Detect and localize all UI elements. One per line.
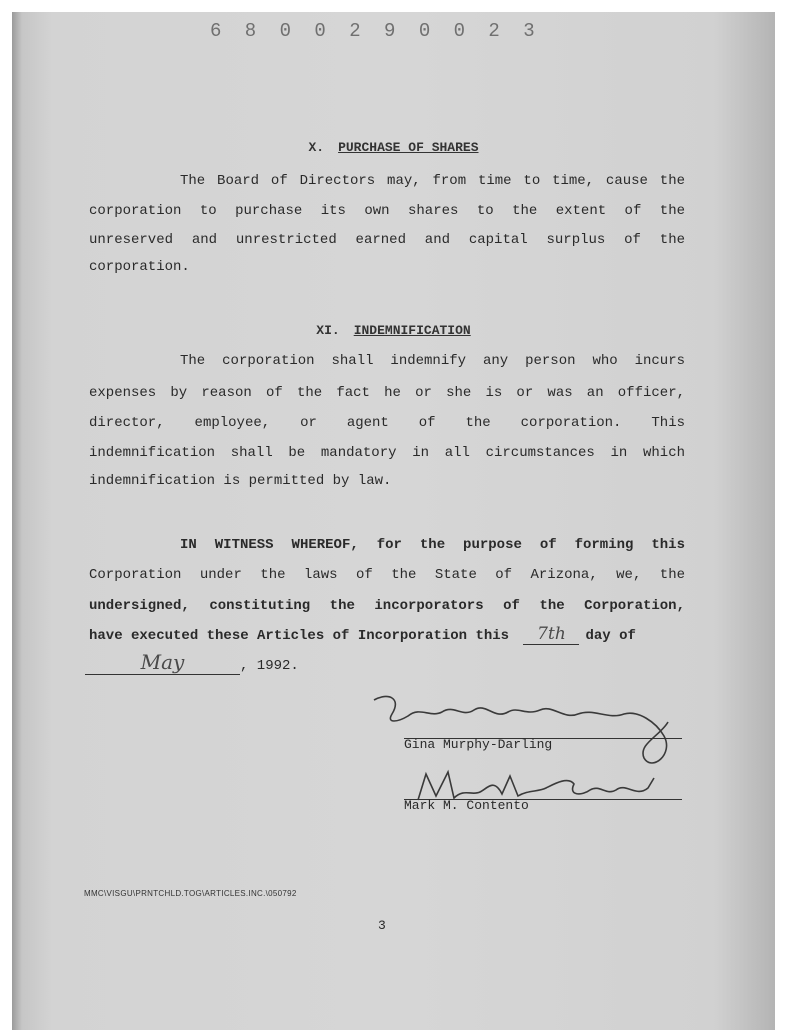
scanned-page [12,12,775,1030]
witness-line: undersigned, constituting the incorporators of the Corporation, [89,598,685,614]
section-title: PURCHASE OF SHARES [338,140,479,155]
paragraph-line: indemnification shall be mandatory in all circumstances in which [89,445,685,461]
paragraph-line: corporation. [89,259,190,275]
section-heading-purchase-of-shares [12,140,775,155]
paragraph-line: indemnification is permitted by law. [89,473,392,489]
section-number: X. [308,140,325,155]
paragraph-line: corporation to purchase its own shares to the extent of the [89,203,685,219]
witness-date-line [85,650,681,675]
document-page [12,12,775,1030]
signer-name: Gina Murphy-Darling [404,737,553,752]
day-fill-blank [523,626,579,645]
paragraph-line: The Board of Directors may, from time to time, cause the [180,173,685,189]
witness-executed-line [89,626,685,645]
section-title: INDEMNIFICATION [353,323,471,338]
document-stamp: 6 8 0 0 2 9 0 0 2 3 [210,20,541,42]
section-number: XI. [316,323,340,338]
year-text: , 1992. [240,658,299,674]
paragraph-line: director, employee, or agent of the corporation. This [89,415,685,431]
paragraph-line: unreserved and unrestricted earned and capital surplus of the [89,232,685,248]
signature-mark-m-contento [418,772,654,800]
month-handwritten: May [140,650,185,674]
witness-line: IN WITNESS WHEREOF, for the purpose of forming this [180,537,685,553]
signature-drawings [368,692,698,812]
page-number: 3 [378,918,386,933]
section-heading-indemnification [12,323,775,338]
day-handwritten: 7th [537,624,566,644]
witness-line: Corporation under the laws of the State of Arizona, we, the [89,567,685,583]
paragraph-line: expenses by reason of the fact he or she is or was an officer, [89,385,685,401]
signature-gina-murphy-darling [374,696,668,763]
day-suffix: day of [585,628,636,644]
file-path-footer: MMC\VISGU\PRNTCHLD.TOG\ARTICLES.INC.\050792 [84,889,297,898]
executed-prefix: have executed these Articles of Incorporation this [89,628,510,644]
signer-name: Mark M. Contento [404,798,529,813]
month-fill-blank [85,650,240,675]
paragraph-line: The corporation shall indemnify any person who incurs [180,353,685,369]
